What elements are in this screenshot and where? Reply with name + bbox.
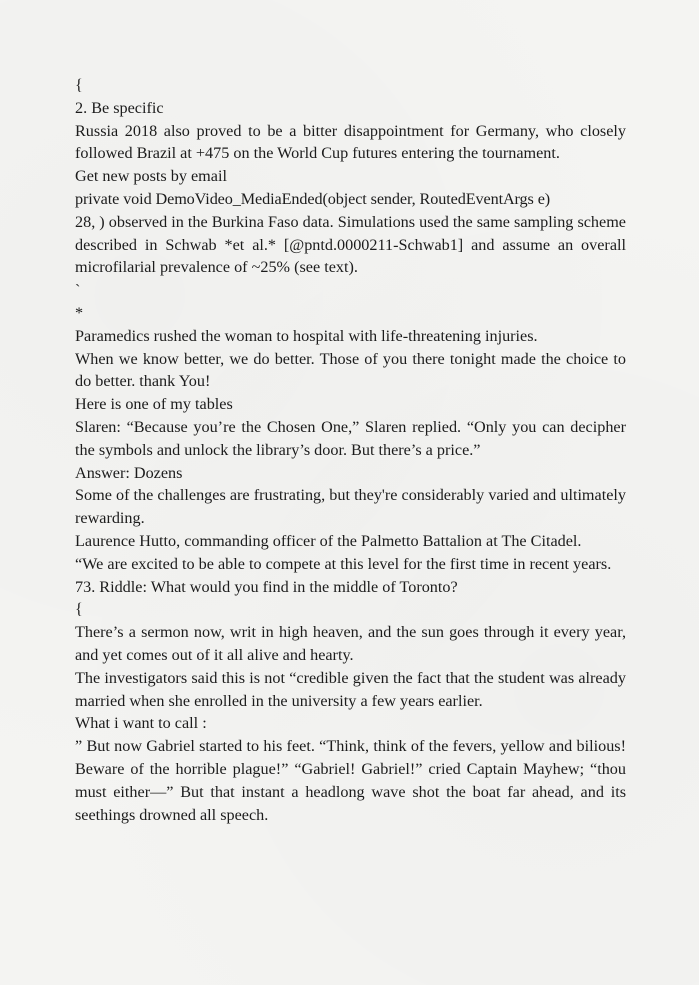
text-paragraph: Some of the challenges are frustrating, but they're considerably varied and ultimately rewarding. xyxy=(75,486,626,528)
code-line: private void DemoVideo_MediaEnded(object sender, RoutedEventArgs e) xyxy=(75,189,551,208)
text-line: { xyxy=(75,600,83,619)
text-paragraph: “We are excited to be able to compete at this level for the first time in recent years. xyxy=(75,554,612,573)
text-paragraph: Slaren: “Because you’re the Chosen One,” Slaren replied. “Only you can decipher the symbols and unlock the library’s door. But there’s a price.” xyxy=(75,417,626,459)
text-line: { xyxy=(75,76,83,94)
document-body xyxy=(75,74,626,826)
text-line: * xyxy=(75,303,84,322)
text-paragraph: 28, ) observed in the Burkina Faso data. Simulations used the same sampling scheme described in Schwab *et al.* [@pntd.0000211-Schwab1] and assume an overall microfilarial prevalence of ~25% (see text). xyxy=(75,212,626,277)
text-line: Here is one of my tables xyxy=(75,395,233,414)
text-line: Get new posts by email xyxy=(75,167,227,186)
text-line: What i want to call : xyxy=(75,714,207,733)
text-line: Answer: Dozens xyxy=(75,463,183,482)
text-paragraph: There’s a sermon now, writ in high heaven, and the sun goes through it every year, and yet comes out of it all alive and hearty. xyxy=(75,623,626,664)
text-paragraph: ” But now Gabriel started to his feet. “Think, think of the fevers, yellow and bilious! Beware of the horrible plague!” “Gabriel! Gabriel!” cried Captain Mayhew; “thou must either—” But that instant a headlong wave shot the boat far ahead, and its seethings drowned all speech. xyxy=(75,737,626,824)
text-paragraph: When we know better, we do better. Those of you there tonight made the choice to do better. thank You! xyxy=(75,349,626,391)
text-paragraph: The investigators said this is not “credible given the fact that the student was already married when she enrolled in the university a few years earlier. xyxy=(75,668,626,710)
text-line: Laurence Hutto, commanding officer of the Palmetto Battalion at The Citadel. xyxy=(75,531,582,550)
text-line: Paramedics rushed the woman to hospital with life-threatening injuries. xyxy=(75,326,538,345)
text-line: ` xyxy=(75,281,81,300)
text-paragraph: Russia 2018 also proved to be a bitter disappointment for Germany, who closely followed Brazil at +475 on the World Cup futures entering the tournament. xyxy=(75,121,626,163)
text-line: 2. Be specific xyxy=(75,98,164,117)
text-line: 73. Riddle: What would you find in the middle of Toronto? xyxy=(75,577,458,596)
